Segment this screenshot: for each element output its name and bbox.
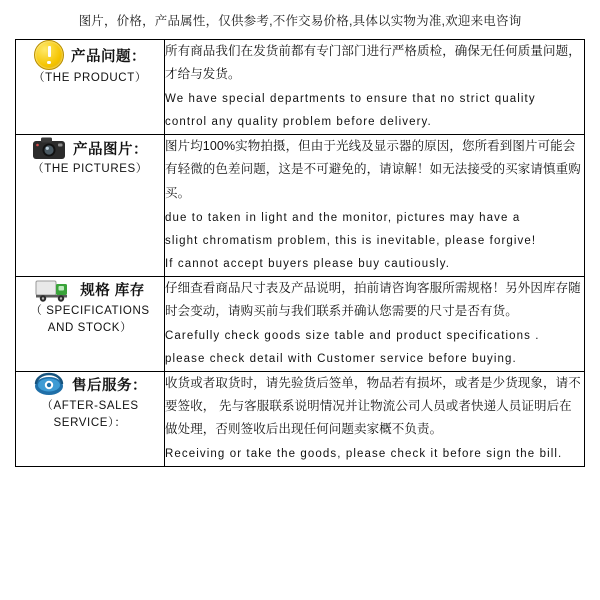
row-body-en: Receiving or take the goods, please check it before sign the bill.	[165, 448, 563, 461]
row-label-en: （THE PRODUCT）	[33, 72, 147, 84]
row-label-cn: 产品问题：	[71, 48, 146, 65]
label-cell-specifications	[16, 276, 165, 371]
table-row	[16, 276, 585, 371]
table-row	[16, 371, 585, 466]
body-cell-product	[165, 40, 585, 135]
row-body-cn: 所有商品我们在发货前都有专门部门进行严格质检，确保无任何质量问题，才给与发货。	[165, 44, 581, 82]
table-row	[16, 135, 585, 276]
exclamation-circle-icon	[34, 40, 64, 70]
row-body-en: Carefully check goods size table and product specifications . please check detail with Customer service before buying.	[165, 329, 540, 365]
camera-icon	[32, 135, 66, 161]
row-body-cn: 收货或者取货时，请先验货后签单，物品若有损坏，或者是少货现象，请不要签收， 先与客服联系说明情况并让物流公司人员或者快递人员证明后在做处理，否则签收后出现任何问题卖家概不负责。	[165, 375, 581, 437]
row-label-cn: 产品图片：	[73, 141, 148, 158]
row-body-en: We have special departments to ensure that no strict quality control any quality problem before delivery.	[165, 93, 536, 129]
headset-icon	[33, 372, 65, 398]
row-label-en: （AFTER-SALES SERVICE）：	[41, 399, 139, 430]
row-label-en: （ SPECIFICATIONS AND STOCK）	[30, 304, 150, 334]
label-cell-product	[16, 40, 165, 135]
row-label-en: （THE PICTURES）	[32, 163, 148, 176]
row-label-cn: 售后服务：	[72, 378, 147, 395]
body-cell-pictures	[165, 135, 585, 276]
body-cell-after-sales	[165, 371, 585, 466]
row-label-cn: 规格 库存	[80, 283, 145, 300]
row-body-cn: 仔细查看商品尺寸表及产品说明，拍前请咨询客服所需规格！另外因库存随时会变动，请购买前与我们联系并确认您需要的尺寸是否有货。	[165, 280, 581, 318]
label-cell-after-sales	[16, 371, 165, 466]
header-note: 图片，价格，产品属性，仅供参考,不作交易价格,具体以实物为准,欢迎来电咨询	[78, 14, 522, 28]
truck-icon	[35, 277, 73, 303]
label-cell-pictures	[16, 135, 165, 276]
table-row	[16, 40, 585, 135]
row-body-en: due to taken in light and the monitor, pictures may have a slight chromatism problem, this is inevitable, please forgive! If cannot accept buyers please buy cautiously.	[165, 211, 537, 270]
info-table	[15, 39, 585, 467]
row-body-cn: 图片均100%实物拍摄，但由于光线及显示器的原因，您所看到图片可能会有轻微的色差问题，这是不可避免的，请谅解！如无法接受的买家请慎重购买。	[165, 139, 581, 200]
body-cell-specifications	[165, 276, 585, 371]
